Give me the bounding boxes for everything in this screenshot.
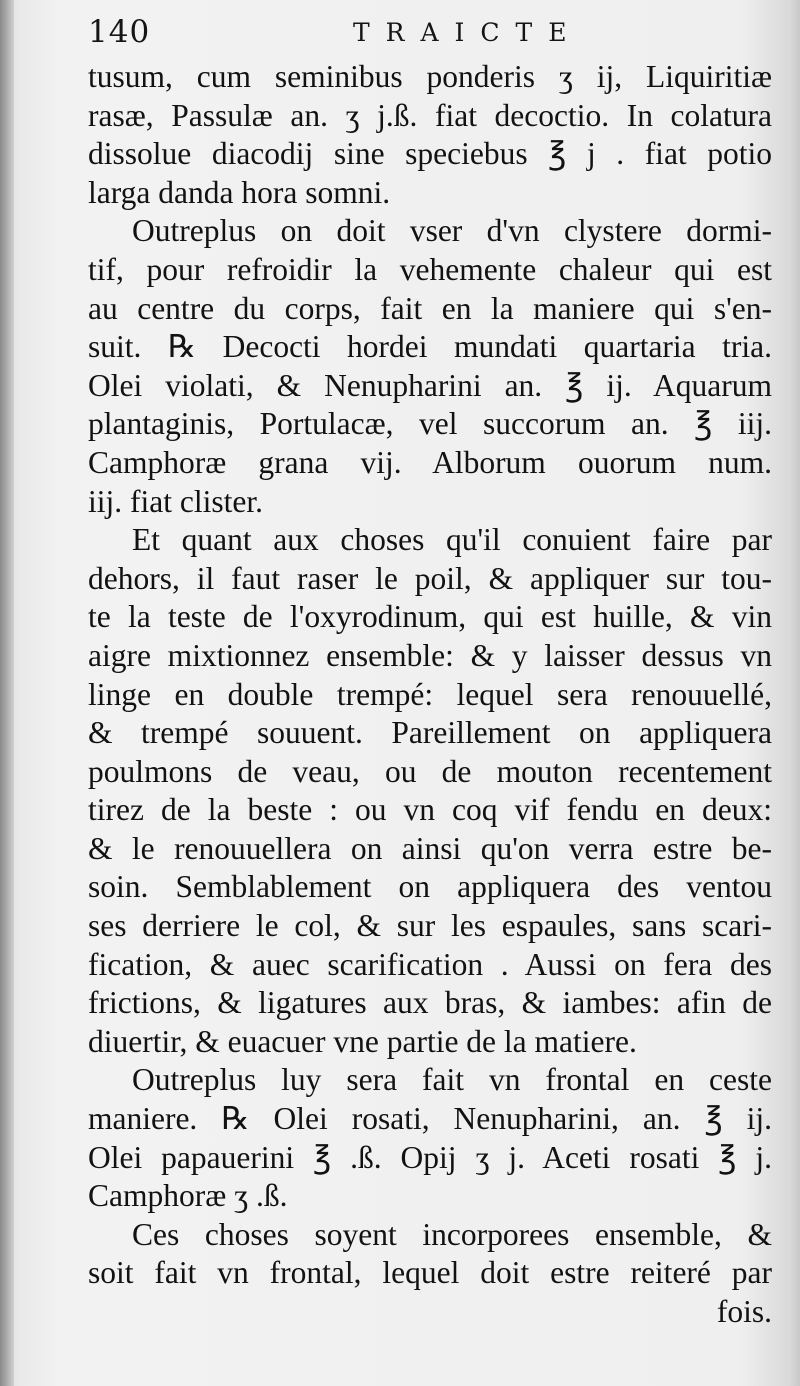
text-line: frictions, & ligatures aux bras, & iambes: afin de — [88, 985, 772, 1021]
running-head: TRAICTE — [353, 18, 583, 47]
text-line: soin. Semblablement on appliquera des ventou — [88, 869, 772, 905]
text-line: tusum, cum seminibus ponderis ʒ ij, Liquiritiæ — [88, 59, 772, 94]
text-line: fois. — [716, 1294, 772, 1329]
text-line: ses derriere le col, & sur les espaules, sans scari- — [88, 908, 772, 944]
text-line: Camphoræ grana vij. Alborum ouorum num. — [88, 444, 772, 480]
text-line: Camphoræ ʒ .ß. — [88, 1178, 288, 1214]
text-line: & le renouuellera on ainsi qu'on verra estre be- — [88, 830, 772, 866]
text-line: diuertir, & euacuer vne partie de la matiere. — [88, 1023, 637, 1059]
text-line: larga danda hora somni. — [88, 174, 391, 210]
text-line: tif, pour refroidir la vehemente chaleur qui est — [88, 251, 772, 287]
text-line: iij. fiat clister. — [88, 483, 263, 519]
page-header — [88, 14, 766, 54]
text-line: fication, & auec scarification . Aussi on fera des — [88, 946, 772, 982]
text-line: Et quant aux choses qu'il conuient faire par — [132, 522, 772, 558]
text-line: soit fait vn frontal, lequel doit estre reiteré par — [88, 1255, 772, 1291]
page-number: 140 — [88, 14, 151, 50]
page-gutter-shadow — [0, 0, 14, 1386]
text-line: Outreplus on doit vser d'vn clystere dormi- — [132, 213, 772, 249]
text-line: Outreplus luy sera fait vn frontal en ceste — [132, 1062, 772, 1098]
text-line: & trempé souuent. Pareillement on appliquera — [88, 715, 772, 751]
text-line: suit. ℞ Decocti hordei mundati quartaria tria. — [88, 329, 772, 365]
text-line: Ces choses soyent incorporees ensemble, & — [132, 1216, 772, 1252]
text-line: maniere. ℞ Olei rosati, Nenupharini, an. ℥ ij. — [88, 1101, 772, 1137]
text-line: Olei violati, & Nenupharini an. ℥ ij. Aquarum — [88, 367, 772, 403]
text-line: aigre mixtionnez ensemble: & y laisser dessus vn — [88, 637, 772, 673]
text-line: plantaginis, Portulacæ, vel succorum an. ℥ iij. — [88, 406, 772, 442]
text-line: au centre du corps, fait en la maniere qui s'en- — [88, 290, 772, 326]
text-line: dissolue diacodij sine speciebus ℥ j . fiat potio — [88, 136, 772, 172]
text-line: poulmons de veau, ou de mouton recentement — [88, 753, 772, 789]
body-text — [88, 58, 772, 1332]
text-line: te la teste de l'oxyrodinum, qui est huille, & vin — [88, 599, 772, 635]
text-line: tirez de la beste : ou vn coq vif fendu en deux: — [88, 792, 772, 828]
text-line: Olei papauerini ℥ .ß. Opij ʒ j. Aceti rosati ℥ j. — [88, 1139, 772, 1175]
text-line: dehors, il faut raser le poil, & appliquer sur tou- — [88, 560, 772, 596]
text-line: rasæ, Passulæ an. ʒ j.ß. fiat decoctio. In colatura — [88, 97, 772, 133]
text-line: linge en double trempé: lequel sera renouuellé, — [88, 676, 772, 712]
